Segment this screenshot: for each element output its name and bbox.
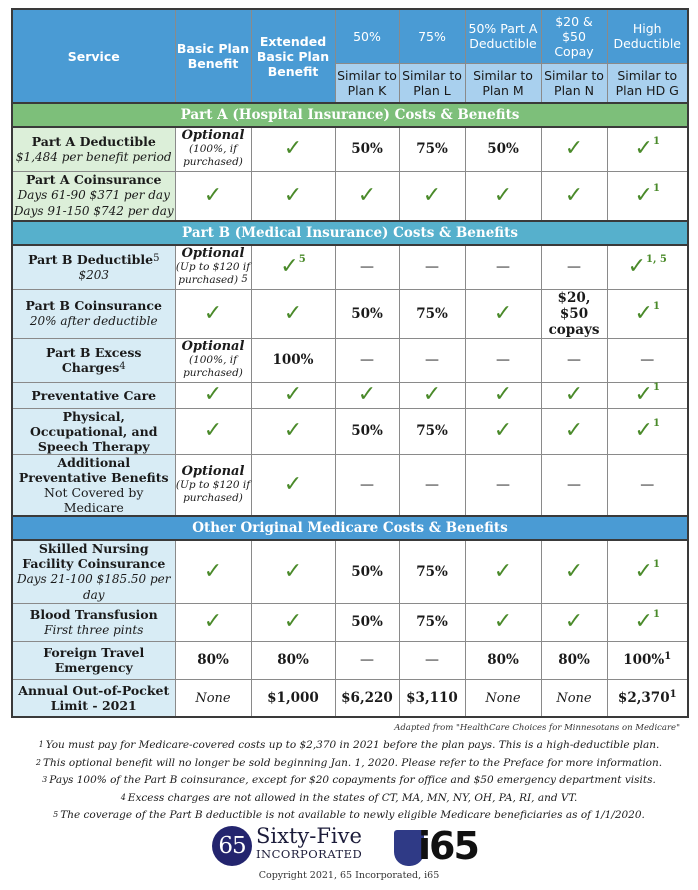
coverage-value: $2,370	[617, 689, 670, 706]
plan-cell	[541, 289, 607, 338]
column-subheader: Similar to Plan M	[465, 63, 541, 103]
plan-cell	[335, 641, 399, 679]
plan-cell	[335, 540, 399, 604]
checkmark-icon: ✓	[493, 182, 513, 208]
source-note: Adapted from "HealthCare Choices for Minnesotans on Medicare"	[394, 723, 680, 733]
footnote-ref: 4	[119, 361, 126, 372]
checkmark-icon: ✓	[422, 382, 442, 407]
plan-cell	[399, 171, 465, 221]
footnote-number: 3	[42, 775, 48, 784]
not-covered-dash: —	[567, 352, 581, 368]
checkmark-icon: ✓	[357, 182, 377, 208]
service-cell	[12, 171, 175, 221]
service-detail: $1,484 per benefit period	[15, 149, 172, 164]
service-name-tail: Not Covered by Medicare	[44, 484, 144, 515]
plan-cell	[465, 289, 541, 338]
plan-cell	[335, 289, 399, 338]
footnote-ref: 1	[652, 300, 660, 312]
optional-detail-text: (Up to $120 if purchased)	[175, 478, 251, 504]
plan-cell	[251, 382, 335, 408]
sixty-five-brand	[256, 824, 362, 861]
plan-cell	[541, 338, 607, 382]
coverage-value: 80%	[487, 652, 519, 668]
plan-cell	[399, 641, 465, 679]
service-detail: Days 61-90 $371 per day	[17, 188, 170, 203]
footnote	[0, 755, 698, 773]
footnote-ref: 1	[652, 136, 660, 148]
service-cell	[12, 245, 175, 289]
plan-cell	[541, 641, 607, 679]
plan-cell	[251, 245, 335, 289]
plan-cell	[607, 408, 688, 454]
i65-text: i65	[418, 824, 478, 868]
not-covered-dash: —	[360, 352, 374, 368]
plan-cell	[465, 171, 541, 221]
service-name: Part B Coinsurance	[25, 298, 162, 313]
plan-cell	[399, 603, 465, 641]
plan-cell	[607, 641, 688, 679]
brand-sub: INCORPORATED	[256, 847, 363, 861]
service-name: Part B Excess Charges	[46, 345, 142, 375]
section-title: Part B (Medical Insurance) Costs & Benefits	[12, 221, 688, 245]
coverage-value: $3,110	[406, 689, 458, 706]
none-value: None	[485, 690, 521, 706]
footnote-ref: 1	[652, 418, 660, 429]
service-cell	[12, 454, 175, 516]
plan-cell	[607, 338, 688, 382]
optional-detail	[176, 261, 251, 287]
optional-detail	[176, 479, 251, 505]
plan-cell	[399, 127, 465, 171]
plan-cell	[465, 127, 541, 171]
footnote-ref: 1	[652, 609, 660, 620]
footnote-ref: 1	[652, 382, 660, 393]
coverage-value: 75%	[416, 141, 448, 158]
column-header: $20 & $50 Copay	[541, 9, 607, 63]
plan-cell	[541, 540, 607, 604]
checkmark-icon: ✓	[634, 558, 653, 584]
not-covered-dash: —	[567, 476, 581, 493]
section-row	[12, 103, 688, 127]
column-subheader: Similar to Plan HD G	[607, 63, 688, 103]
plan-cell	[607, 454, 688, 516]
service-cell	[12, 679, 175, 717]
table-row	[12, 603, 688, 641]
checkmark-icon: ✓	[564, 558, 584, 584]
not-covered-dash: —	[496, 476, 510, 493]
plan-cell	[541, 171, 607, 221]
plan-cell	[465, 603, 541, 641]
footnote-ref: 1	[669, 688, 677, 700]
footnote-ref: 1	[652, 558, 660, 570]
not-covered-dash: —	[640, 352, 655, 368]
not-covered-dash: —	[425, 652, 439, 668]
not-covered-dash: —	[496, 352, 510, 368]
footnotes	[0, 737, 698, 825]
plan-cell	[175, 540, 251, 604]
optional-label: Optional	[181, 128, 245, 144]
footnote-number: 4	[120, 792, 126, 802]
plan-cell	[175, 382, 251, 408]
service-cell	[12, 127, 175, 171]
checkmark-icon: ✓	[493, 558, 513, 584]
footnote-text: This optional benefit will no longer be sold beginning Jan. 1, 2020. Please refer to the Preface for more information.	[42, 756, 663, 769]
column-header: 50%	[335, 9, 399, 63]
table-row	[12, 408, 688, 454]
plan-cell	[251, 641, 335, 679]
table-row	[12, 127, 688, 171]
section-row	[12, 221, 688, 245]
checkmark-icon: ✓	[493, 382, 513, 407]
plan-cell	[399, 382, 465, 408]
column-header: Service	[12, 9, 175, 103]
footnote-ref: 5	[153, 252, 160, 264]
optional-detail	[176, 143, 251, 169]
service-detail: Days 21-100 $185.50 per day	[16, 571, 171, 602]
footnote-text: You must pay for Medicare-covered costs up to $2,370 in 2021 before the plan pays. This is a high-deductible plan.	[45, 739, 660, 751]
coverage-value: 75%	[416, 563, 448, 580]
not-covered-dash: —	[425, 259, 439, 276]
checkmark-icon: ✓	[493, 300, 513, 326]
checkmark-icon: ✓	[564, 418, 584, 443]
section-row	[12, 516, 688, 540]
column-header: Basic Plan Benefit	[175, 9, 251, 103]
plan-cell	[175, 679, 251, 717]
column-header: Extended Basic Plan Benefit	[251, 9, 335, 103]
plan-cell	[607, 171, 688, 221]
plan-cell	[607, 289, 688, 338]
coverage-value: 100%	[272, 352, 314, 368]
checkmark-icon: ✓	[283, 471, 303, 497]
sixty-five-circle-logo: 65	[212, 826, 252, 866]
plan-cell	[465, 245, 541, 289]
plan-cell	[541, 679, 607, 717]
optional-label: Optional	[181, 339, 245, 354]
plan-cell	[465, 338, 541, 382]
service-cell	[12, 641, 175, 679]
footnote-ref: 1, 5	[646, 254, 667, 266]
checkmark-icon: ✓	[634, 182, 653, 208]
table-row	[12, 641, 688, 679]
footnote-text: The coverage of the Part B deductible is not available to newly eligible Medicare beneficiaries as of 1/1/2020.	[60, 809, 645, 821]
plan-cell	[465, 408, 541, 454]
checkmark-icon: ✓	[283, 300, 303, 326]
plan-cell	[399, 540, 465, 604]
service-name: Foreign Travel Emergency	[43, 645, 145, 675]
plan-cell	[251, 540, 335, 604]
plan-cell	[175, 603, 251, 641]
plan-cell	[607, 679, 688, 717]
table-row	[12, 338, 688, 382]
plan-cell	[251, 127, 335, 171]
service-cell	[12, 382, 175, 408]
plan-cell	[541, 454, 607, 516]
plan-cell	[399, 245, 465, 289]
plan-cell	[335, 603, 399, 641]
plan-cell	[175, 408, 251, 454]
table-row	[12, 679, 688, 717]
plan-cell	[541, 127, 607, 171]
checkmark-icon: ✓	[627, 254, 647, 280]
plan-cell	[175, 127, 251, 171]
checkmark-icon: ✓	[422, 182, 442, 208]
plan-cell	[335, 454, 399, 516]
service-detail: Days 91-150 $742 per day	[13, 204, 174, 219]
plan-cell	[251, 603, 335, 641]
coverage-value: 80%	[197, 652, 229, 668]
coverage-value: 80%	[277, 652, 309, 668]
footnote	[0, 790, 698, 808]
plan-cell	[399, 338, 465, 382]
plan-cell	[465, 454, 541, 516]
plan-cell	[465, 540, 541, 604]
table-row	[12, 289, 688, 338]
table-header	[12, 9, 688, 103]
plan-cell	[175, 171, 251, 221]
service-name: Annual Out-of-Pocket Limit - 2021	[18, 682, 170, 713]
coverage-value: 50%	[351, 141, 383, 158]
coverage-value: 75%	[416, 305, 448, 322]
service-name: Part A Coinsurance	[25, 172, 162, 188]
plan-cell	[175, 289, 251, 338]
coverage-value: 75%	[416, 614, 448, 630]
plan-cell	[607, 540, 688, 604]
checkmark-icon: ✓	[634, 300, 653, 326]
table-row	[12, 245, 688, 289]
service-cell	[12, 338, 175, 382]
plan-cell	[251, 408, 335, 454]
plan-cell	[607, 603, 688, 641]
column-subheader: Similar to Plan K	[335, 63, 399, 103]
plan-cell	[175, 641, 251, 679]
plan-cell	[465, 679, 541, 717]
service-cell	[12, 603, 175, 641]
checkmark-icon: ✓	[283, 609, 303, 634]
not-covered-dash: —	[360, 259, 374, 276]
coverage-value: 100%	[623, 652, 665, 668]
optional-detail-text: (100%, if purchased)	[183, 143, 243, 169]
not-covered-dash: —	[425, 476, 439, 493]
table-row	[12, 540, 688, 604]
coverage-value: 50%	[351, 423, 383, 439]
checkmark-icon: ✓	[634, 609, 653, 634]
optional-label: Optional	[181, 246, 245, 262]
plan-cell	[251, 171, 335, 221]
checkmark-icon: ✓	[634, 382, 653, 407]
checkmark-icon: ✓	[280, 254, 299, 280]
coverage-value: 50%	[351, 305, 383, 322]
plan-comparison-table	[11, 8, 689, 718]
column-subheader: Similar to Plan N	[541, 63, 607, 103]
coverage-value: $6,220	[341, 689, 393, 706]
optional-detail	[176, 354, 251, 380]
footnote-number: 1	[38, 740, 44, 749]
checkmark-icon: ✓	[634, 418, 653, 443]
service-cell	[12, 408, 175, 454]
coverage-value: 50%	[351, 614, 383, 630]
checkmark-icon: ✓	[203, 609, 223, 634]
plan-cell	[251, 454, 335, 516]
none-value: None	[195, 690, 231, 706]
not-covered-dash: —	[360, 652, 374, 668]
plan-cell	[251, 338, 335, 382]
service-name: Skilled Nursing Facility Coinsurance	[22, 540, 166, 571]
checkmark-icon: ✓	[283, 418, 303, 443]
optional-detail-text: (100%, if purchased)	[183, 354, 243, 379]
plan-cell	[175, 245, 251, 289]
checkmark-icon: ✓	[283, 182, 303, 208]
checkmark-icon: ✓	[493, 609, 513, 634]
service-cell	[12, 289, 175, 338]
service-detail: 20% after deductible	[29, 314, 158, 328]
checkmark-icon: ✓	[203, 558, 223, 584]
none-value: None	[556, 690, 592, 706]
column-header: High Deductible	[607, 9, 688, 63]
service-cell	[12, 540, 175, 604]
plan-cell	[335, 679, 399, 717]
coverage-value: $20, $50 copays	[548, 289, 600, 338]
plan-cell	[399, 679, 465, 717]
not-covered-dash: —	[496, 259, 510, 276]
coverage-value: 75%	[416, 423, 448, 439]
plan-cell	[607, 382, 688, 408]
checkmark-icon: ✓	[203, 300, 223, 326]
service-detail: $203	[78, 267, 110, 282]
service-name: Preventative Care	[31, 387, 157, 403]
checkmark-icon: ✓	[564, 609, 584, 634]
header-row	[12, 9, 688, 63]
plan-cell	[541, 382, 607, 408]
checkmark-icon: ✓	[283, 136, 303, 162]
not-covered-dash: —	[567, 259, 581, 276]
section-title: Other Original Medicare Costs & Benefits	[12, 516, 688, 540]
plan-cell	[251, 679, 335, 717]
service-detail: First three pints	[44, 622, 144, 637]
optional-detail-text: (Up to $120 if purchased)	[175, 261, 251, 287]
plan-cell	[175, 338, 251, 382]
copyright: Copyright 2021, 65 Incorporated, i65	[258, 870, 440, 881]
plan-cell	[175, 454, 251, 516]
table-row	[12, 171, 688, 221]
column-header: 75%	[399, 9, 465, 63]
plan-cell	[607, 245, 688, 289]
plan-cell	[541, 245, 607, 289]
table-row	[12, 382, 688, 408]
plan-cell	[251, 289, 335, 338]
service-name: Part B Deductible	[28, 251, 154, 267]
plan-cell	[399, 289, 465, 338]
plan-cell	[541, 408, 607, 454]
not-covered-dash: —	[640, 476, 655, 493]
plan-cell	[541, 603, 607, 641]
not-covered-dash: —	[425, 352, 439, 368]
footnote-ref: 1	[652, 182, 660, 194]
plan-cell	[335, 408, 399, 454]
footnote-number: 5	[53, 810, 59, 819]
footnote-number: 2	[35, 757, 41, 767]
service-name: Part A Deductible	[31, 133, 156, 149]
table-body	[12, 103, 688, 717]
checkmark-icon: ✓	[564, 182, 584, 208]
checkmark-icon: ✓	[203, 418, 223, 443]
checkmark-icon: ✓	[283, 382, 303, 407]
plan-cell	[335, 245, 399, 289]
plan-cell	[607, 127, 688, 171]
brand-name: Sixty-Five	[256, 824, 362, 848]
coverage-value: 50%	[487, 141, 519, 158]
checkmark-icon: ✓	[203, 182, 223, 208]
plan-cell	[399, 454, 465, 516]
service-name: Physical, Occupational, and Speech Therapy	[30, 408, 158, 454]
footnote	[0, 737, 698, 755]
checkmark-icon: ✓	[203, 382, 223, 407]
logos	[0, 822, 698, 867]
plan-cell	[465, 641, 541, 679]
coverage-value: $1,000	[267, 689, 319, 706]
footnote-ref: 1	[664, 651, 672, 662]
plan-cell	[399, 408, 465, 454]
section-title: Part A (Hospital Insurance) Costs & Benefits	[12, 103, 688, 127]
checkmark-icon: ✓	[493, 418, 513, 443]
table-row	[12, 454, 688, 516]
checkmark-icon: ✓	[283, 558, 303, 584]
coverage-value: 50%	[351, 563, 383, 580]
plan-cell	[335, 127, 399, 171]
optional-label: Optional	[181, 463, 245, 479]
checkmark-icon: ✓	[564, 382, 584, 407]
footnote-text: Excess charges are not allowed in the states of CT, MA, MN, NY, OH, PA, RI, and VT.	[127, 791, 578, 804]
service-name: Additional Preventative Benefits	[18, 454, 169, 485]
coverage-value: 80%	[558, 652, 590, 668]
footnote-ref: 5	[298, 254, 306, 266]
plan-cell	[335, 338, 399, 382]
plan-cell	[465, 382, 541, 408]
footnote-text: Pays 100% of the Part B coinsurance, except for $20 copayments for office and $50 emergency department visits.	[49, 774, 656, 786]
footnote-ref: 5	[241, 274, 248, 286]
footnote	[0, 772, 698, 790]
checkmark-icon: ✓	[357, 382, 377, 407]
service-name: Blood Transfusion	[29, 606, 158, 622]
not-covered-dash: —	[360, 476, 374, 493]
checkmark-icon: ✓	[564, 136, 584, 162]
plan-cell	[335, 382, 399, 408]
checkmark-icon: ✓	[634, 136, 653, 162]
column-subheader: Similar to Plan L	[399, 63, 465, 103]
plan-cell	[335, 171, 399, 221]
column-header: 50% Part A Deductible	[465, 9, 541, 63]
